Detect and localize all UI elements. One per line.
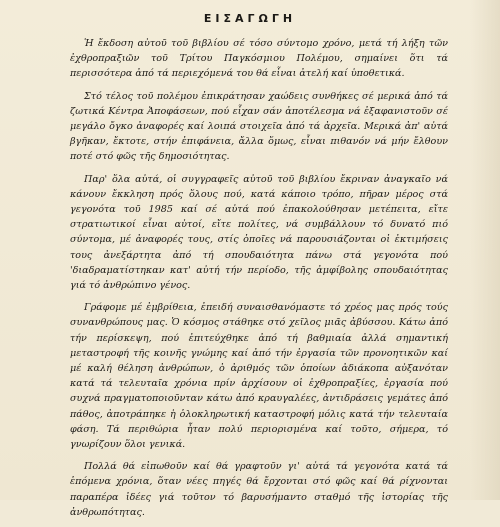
paragraph-2: Στό τέλος τοῦ πολέμου ἐπικράτησαν χαώδεις συνθήκες σέ μερικά ἀπό τά ζωτικά Κέντρα Ἀποφάσεων, πού εἶχαν σάν ἀποτέλεσμα νά ἐξαφανιστοῦν σέ μεγάλο ὄγκο ἀναφορές καί λοιπά στοιχεῖα ἀπό τά ἀρχεῖα. Μερικά ἀπ' αὐτά βγῆκαν, ἔκτοτε, στήν ἐπιφάνεια, ἄλλα ὅμως, εἶναι πιθανόν νά μήν ἔλθουν ποτέ στό φῶς τῆς δημοσιότητας.	[70, 90, 448, 163]
paragraph-4: Γράφομε μέ ἐμβρίθεια, ἐπειδή συναισθανόμαστε τό χρέος μας πρός τούς συνανθρώπους μας. Ὁ κόσμος στάθηκε στό χεῖλος μιᾶς ἀβύσσου. Κάτω ἀπό τήν περίσκεψη, πού ἐπιτεύχθηκε ἀπό τή βαθμιαία ἀλλά σημαντική μεταστροφή τῆς κοινῆς γνώμης καί ἀπό τήν ἐργασία τῶν προνοητικῶν καί μέ καλή θέληση ἀνθρώπων, ὁ ἀριθμός τῶν ὁποίων ἀδιάκοπα αὐξανόταν κατά τά τελευταῖα χρόνια πρίν ἀρχίσουν οἱ ἐχθροπραξίες, ἐργασία πού συχνά πραγματοποιοῦνταν κάτω ἀπό κραυγαλέες, ἀντιδράσεις γεμάτες ἀπό πάθος, ἀποτράπηκε ἡ ὁλοκληρωτική καταστροφή μόλις κατά τήν τελευταία φάση. Τά περιθώρια ἦταν πολύ περιορισμένα καί τοῦτο, σήμερα, τό γνωρίζουν ὅλοι γενικά.	[70, 302, 448, 451]
paragraph-5: Πολλά θά εἰπωθοῦν καί θά γραφτοῦν γι' αὐτά τά γεγονότα κατά τά ἑπόμενα χρόνια, ὅταν νέες πηγές θά ἔρχονται στό φῶς καί θά ρίχνονται παραπέρα ἰδέες γιά τοῦτον τό βαρυσήμαντο σταθμό τῆς ἱστορίας τῆς ἀνθρωπότητας.	[70, 461, 448, 518]
chapter-title: ΕΙΣΑΓΩΓΗ	[203, 12, 297, 25]
page-edge-shadow	[470, 0, 500, 500]
chapter-body	[70, 36, 448, 527]
paragraph-3: Παρ' ὅλα αὐτά, οἱ συγγραφεῖς αὐτοῦ τοῦ βιβλίου ἔκριναν ἀναγκαῖο νά κάνουν ἔκκληση πρός ὅλους πού, κατά κάποιο τρόπο, πῆραν μέρος στά γεγονότα τοῦ 1985 καί σέ αὐτά πού ἐπακολούθησαν μετέπειτα, εἴτε στρατιωτικοί εἶναι αὐτοί, εἴτε πολίτες, νά συμβάλλουν τό δυνατό πιό σύντομα, μέ ἀναφορές τους, στίς ὁποῖες νά παρουσιάζονται οἱ ἐκτιμήσεις τους ἀνεξάρτητα ἀπό τή σπουδαιότητα πάνω στά γεγονότα πού 'διαδραματίστηκαν κατ' αὐτή τήν περίοδο, τῆς ἀμφίβολης σπουδαιότητας γιά τό ἀνθρώπινο γένος.	[70, 173, 448, 292]
paragraph-1: Ἡ ἔκδοση αὐτοῦ τοῦ βιβλίου σέ τόσο σύντομο χρόνο, μετά τή λήξη τῶν ἐχθροπραξιῶν τοῦ Τρίτου Παγκόσμιου Πολέμου, σημαίνει ὅτι τά περισσότερα ἀπό τά περιεχόμενά του θά εἶναι ἀτελή καί ὑποθετικά.	[70, 38, 448, 80]
